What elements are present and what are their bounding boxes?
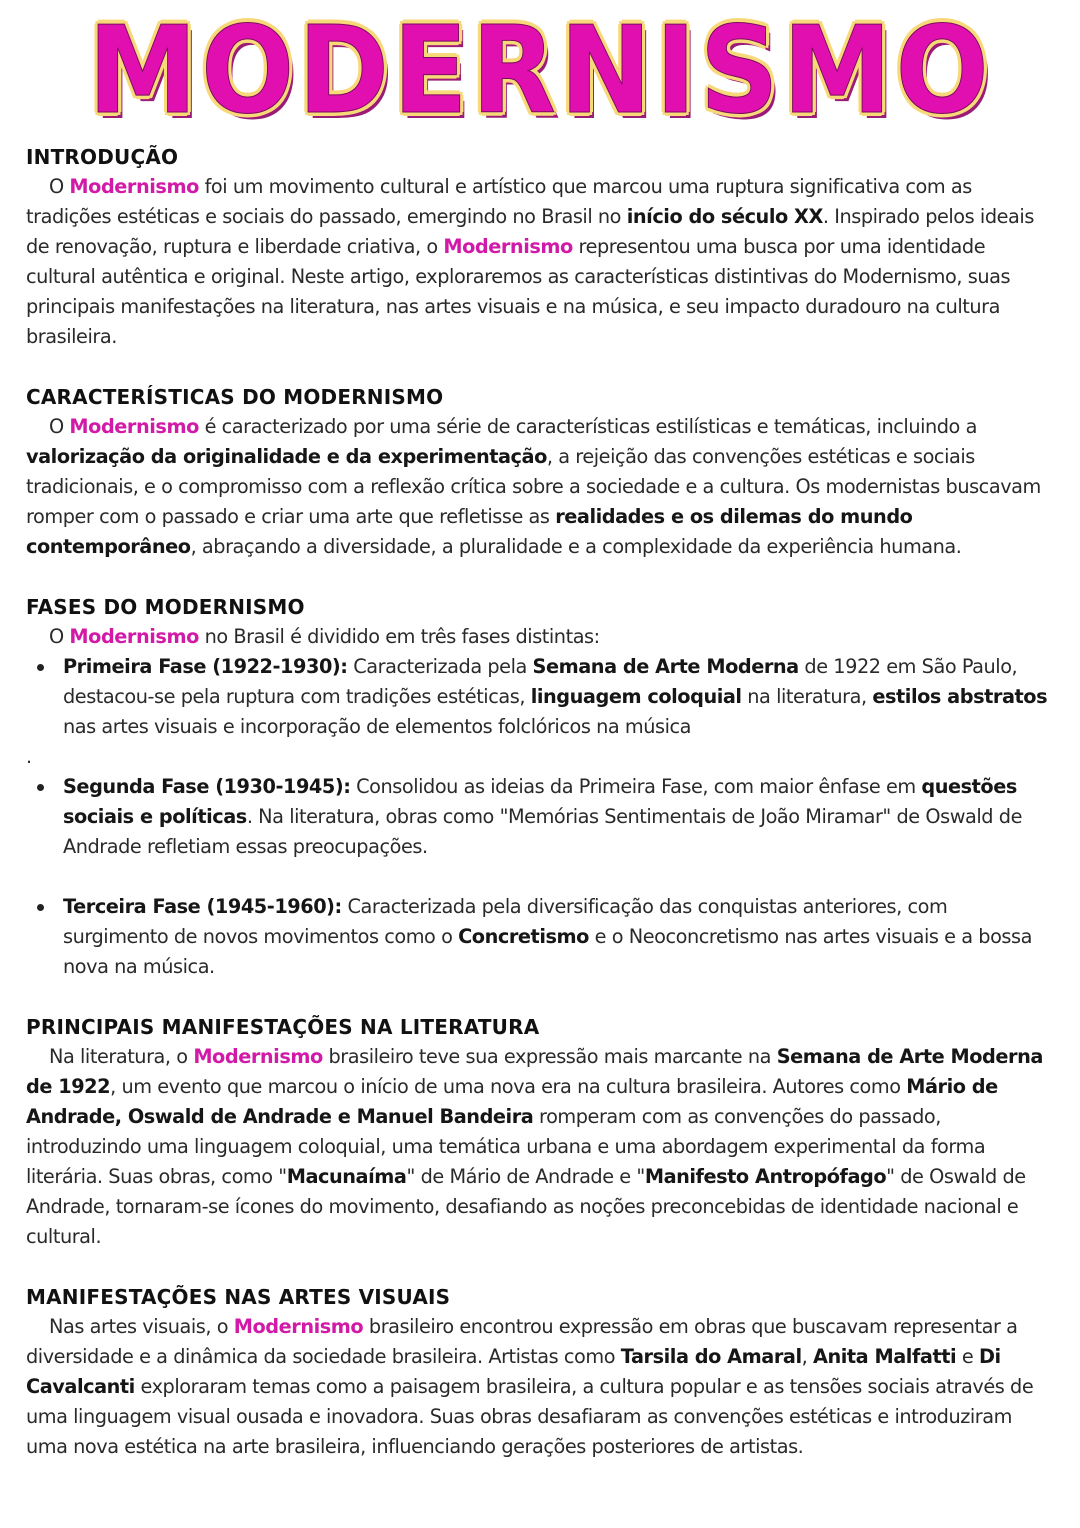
bullet-icon bbox=[37, 664, 44, 671]
section-introducao bbox=[26, 142, 1056, 352]
bold-text: Terceira Fase (1945-1960): bbox=[63, 895, 342, 918]
stray-mark: . bbox=[26, 746, 33, 768]
bold-text: Primeira Fase (1922-1930): bbox=[63, 655, 348, 678]
bold-text: Manifesto Antropófago bbox=[644, 1165, 887, 1188]
text-run: , bbox=[801, 1345, 813, 1368]
bold-text: Anita Malfatti bbox=[813, 1345, 957, 1368]
text-run: , um evento que marcou o início de uma nova era na cultura brasileira. Autores como bbox=[110, 1075, 907, 1098]
phases-list bbox=[26, 652, 1056, 742]
spacer bbox=[26, 862, 1056, 892]
paragraph bbox=[26, 1312, 1056, 1462]
text-run: . Inspirado pelos ideais de renovação, ruptura e liberdade criativa, o bbox=[26, 205, 1034, 258]
bold-text: questões sociais e políticas bbox=[63, 775, 1017, 828]
text-run: O bbox=[49, 625, 70, 648]
bold-text: linguagem coloquial bbox=[530, 685, 742, 708]
bold-text: estilos abstratos bbox=[872, 685, 1048, 708]
section-heading: MANIFESTAÇÕES NAS ARTES VISUAIS bbox=[26, 1285, 451, 1309]
bullet-icon bbox=[37, 904, 44, 911]
document-body bbox=[26, 142, 1056, 1462]
text-run: , a rejeição das convenções estéticas e sociais tradicionais, e o compromisso com a reflexão crítica sobre a sociedade e a cultura. Os modernistas buscavam romper com o passado e criar uma arte que refletisse as bbox=[26, 445, 1041, 528]
text-run: Consolidou as ideias da Primeira Fase, com maior ênfase em bbox=[350, 775, 922, 798]
highlight-term: Modernismo bbox=[69, 625, 199, 648]
bold-text: Mário de Andrade, Oswald de Andrade e Manuel Bandeira bbox=[26, 1075, 998, 1128]
bold-text: Macunaíma bbox=[286, 1165, 407, 1188]
bold-text: Tarsila do Amaral bbox=[620, 1345, 802, 1368]
text-run: , abraçando a diversidade, a pluralidade e a complexidade da experiência humana. bbox=[190, 535, 962, 558]
spacer bbox=[26, 562, 1056, 592]
page-title: MODERNISMO bbox=[87, 0, 993, 141]
phase-item bbox=[26, 772, 1056, 862]
bold-text: início do século XX bbox=[626, 205, 823, 228]
section-literatura bbox=[26, 1012, 1056, 1252]
spacer bbox=[26, 982, 1056, 1012]
text-run: O bbox=[49, 415, 70, 438]
text-run: é caracterizado por uma série de características estilísticas e temáticas, incluindo a bbox=[198, 415, 977, 438]
bold-text: realidades e os dilemas do mundo contemporâneo bbox=[26, 505, 913, 558]
paragraph bbox=[26, 1042, 1056, 1252]
phase-text bbox=[63, 775, 1022, 858]
section-heading: FASES DO MODERNISMO bbox=[26, 595, 305, 619]
phase-item bbox=[26, 652, 1056, 742]
section-heading: PRINCIPAIS MANIFESTAÇÕES NA LITERATURA bbox=[26, 1015, 540, 1039]
bold-text: Di Cavalcanti bbox=[26, 1345, 1001, 1398]
bold-text: Semana de Arte Moderna bbox=[532, 655, 799, 678]
phases-intro bbox=[26, 622, 1056, 652]
bold-text: Semana de Arte Moderna de 1922 bbox=[26, 1045, 1043, 1098]
paragraph bbox=[26, 412, 1056, 562]
highlight-term: Modernismo bbox=[443, 235, 573, 258]
text-run: " de Mário de Andrade e " bbox=[406, 1165, 645, 1188]
paragraph bbox=[26, 172, 1056, 352]
text-run: brasileiro encontrou expressão em obras que buscavam representar a diversidade e a dinâmica da sociedade brasileira. Artistas como bbox=[26, 1315, 1018, 1368]
phase-text bbox=[63, 655, 1047, 738]
spacer bbox=[26, 352, 1056, 382]
spacer bbox=[26, 1252, 1056, 1282]
bold-text: Concretismo bbox=[458, 925, 589, 948]
phase-item bbox=[26, 892, 1056, 982]
text-run: Caracterizada pela bbox=[347, 655, 533, 678]
text-run: foi um movimento cultural e artístico que marcou uma ruptura significativa com as tradições estéticas e sociais do passado, emergindo no Brasil no bbox=[26, 175, 972, 228]
section-caracteristicas bbox=[26, 382, 1056, 562]
section-fases bbox=[26, 592, 1056, 982]
bold-text: Segunda Fase (1930-1945): bbox=[63, 775, 351, 798]
text-run: romperam com as convenções do passado, introduzindo uma linguagem coloquial, uma temática urbana e uma abordagem experimental da forma literária. Suas obras, como " bbox=[26, 1105, 986, 1188]
section-heading: INTRODUÇÃO bbox=[26, 145, 179, 169]
bold-text: valorização da originalidade e da experimentação bbox=[26, 445, 547, 468]
highlight-term: Modernismo bbox=[233, 1315, 364, 1338]
section-heading: CARACTERÍSTICAS DO MODERNISMO bbox=[26, 385, 444, 409]
phases-list bbox=[26, 892, 1056, 982]
text-run: representou uma busca por uma identidade cultural autêntica e original. Neste artigo, exploraremos as características distintivas do Modernismo, suas principais manifestações na literatura, nas artes visuais e na música, e seu impacto duradouro na cultura brasileira. bbox=[26, 235, 1011, 348]
text-run: de 1922 em São Paulo, destacou-se pela ruptura com tradições estéticas, bbox=[63, 655, 1018, 708]
text-run: O bbox=[49, 175, 70, 198]
phase-text bbox=[63, 895, 1032, 978]
text-run: " de Oswald de Andrade, tornaram-se ícones do movimento, desafiando as noções preconcebidas de identidade nacional e cultural. bbox=[26, 1165, 1026, 1248]
text-run: Na literatura, o bbox=[49, 1045, 194, 1068]
text-run: nas artes visuais e incorporação de elementos folclóricos na música bbox=[63, 715, 692, 738]
phases-list bbox=[26, 772, 1056, 862]
section-artes-visuais bbox=[26, 1282, 1056, 1462]
text-run: e bbox=[956, 1345, 979, 1368]
text-run: Nas artes visuais, o bbox=[49, 1315, 234, 1338]
text-run: e o Neoconcretismo nas artes visuais e a bossa nova na música. bbox=[63, 925, 1032, 978]
bullet-icon bbox=[37, 784, 44, 791]
text-run: . Na literatura, obras como "Memórias Sentimentais de João Miramar" de Oswald de Andrade refletiam essas preocupações. bbox=[63, 805, 1022, 858]
highlight-term: Modernismo bbox=[193, 1045, 323, 1068]
highlight-term: Modernismo bbox=[69, 415, 199, 438]
text-run: brasileiro teve sua expressão mais marcante na bbox=[322, 1045, 777, 1068]
text-run: Caracterizada pela diversificação das conquistas anteriores, com surgimento de novos movimentos como o bbox=[63, 895, 948, 948]
title-banner bbox=[0, 0, 1080, 140]
text-run: na literatura, bbox=[741, 685, 873, 708]
text-run: no Brasil é dividido em três fases distintas: bbox=[198, 625, 600, 648]
text-run: exploraram temas como a paisagem brasileira, a cultura popular e as tensões sociais através de uma linguagem visual ousada e inovadora. Suas obras desafiaram as convenções estéticas e introduziram uma nova estética na arte brasileira, influenciando gerações posteriores de artistas. bbox=[26, 1375, 1034, 1458]
highlight-term: Modernismo bbox=[69, 175, 199, 198]
